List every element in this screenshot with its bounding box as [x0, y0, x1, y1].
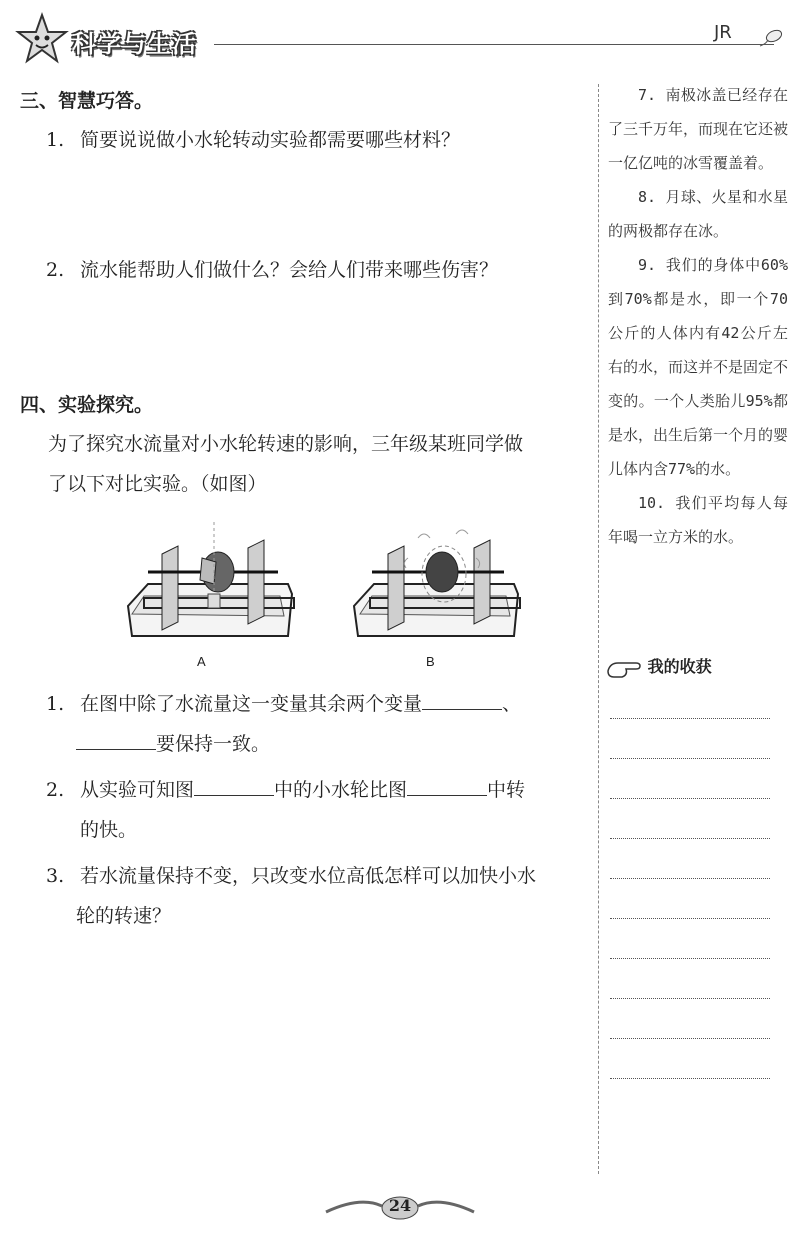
- answer-blank[interactable]: [194, 773, 274, 796]
- separator: 、: [502, 693, 522, 715]
- figure-b-water-wheel: [348, 518, 528, 658]
- fact-item: 9. 我们的身体中60%到70%都是水，即一个70公斤的人体内有42公斤左右的水，而这并不是固定不变的。一个人类胎儿95%都是水，出生后第一个月的婴儿体内含77%的水。: [608, 256, 789, 478]
- intro-line-2: 了以下对比实验。（如图）: [48, 473, 267, 495]
- harvest-label: 我的收获: [647, 657, 712, 676]
- notes-line[interactable]: [610, 958, 770, 959]
- figure-a-label: A: [197, 654, 206, 669]
- question-text: 若水流量保持不变，只改变水位高低怎样可以加快小水: [80, 865, 537, 887]
- notes-line[interactable]: [610, 1078, 770, 1079]
- section-4-title: 四、实验探究。: [20, 394, 154, 416]
- pointing-hand-icon: [606, 657, 642, 679]
- fact-item: 10. 我们平均每人每年喝一立方米的水。: [608, 494, 788, 546]
- question-3-2: [46, 250, 498, 290]
- notes-line[interactable]: [610, 998, 770, 999]
- question-text: 流水能帮助人们做什么？会给人们带来哪些伤害？: [80, 259, 499, 281]
- question-text: 在图中除了水流量这一变量其余两个变量: [80, 693, 423, 715]
- question-number: 1.: [46, 693, 65, 715]
- notes-line[interactable]: [610, 878, 770, 879]
- header-rule: [214, 44, 774, 45]
- question-number: 3.: [46, 865, 65, 887]
- fact-item: 7. 南极冰盖已经存在了三千万年，而现在它还被一亿亿吨的冰雪覆盖着。: [608, 86, 789, 172]
- answer-blank[interactable]: [407, 773, 487, 796]
- page-number: 24: [388, 1196, 412, 1215]
- question-text: 中转: [487, 779, 526, 801]
- answer-blank[interactable]: [76, 727, 156, 750]
- question-4-2: [46, 770, 591, 850]
- harvest-heading: [606, 654, 712, 679]
- star-mascot-icon: [14, 12, 70, 68]
- question-number: 1.: [46, 129, 65, 151]
- notes-line[interactable]: [610, 838, 770, 839]
- question-text: 从实验可知图: [80, 779, 195, 801]
- sidebar-facts: [608, 78, 788, 554]
- sidebar-divider: [598, 84, 599, 1174]
- question-number: 2.: [46, 779, 65, 801]
- question-text: 轮的转速？: [76, 905, 172, 927]
- figure-b-label: B: [426, 654, 435, 669]
- notes-line[interactable]: [610, 718, 770, 719]
- question-4-3: [46, 856, 591, 936]
- notes-line[interactable]: [610, 798, 770, 799]
- notes-line[interactable]: [610, 918, 770, 919]
- section-4-intro: [48, 424, 593, 504]
- answer-blank[interactable]: [422, 687, 502, 710]
- question-text: 要保持一致。: [156, 733, 271, 755]
- figure-a-water-wheel: [118, 518, 298, 658]
- question-4-1: [46, 684, 591, 764]
- question-text: 简要说说做小水轮转动实验都需要哪些材料？: [80, 129, 461, 151]
- fact-item: 8. 月球、火星和水星的两极都存在冰。: [608, 188, 788, 240]
- intro-line-1: 为了探究水流量对小水轮转速的影响，三年级某班同学做: [48, 433, 524, 455]
- edition-label: JR: [714, 22, 732, 43]
- section-3-title: 三、智慧巧答。: [20, 90, 154, 112]
- notes-line[interactable]: [610, 758, 770, 759]
- notes-line[interactable]: [610, 1038, 770, 1039]
- brand-title: 科学与生活: [72, 30, 197, 58]
- question-3-1: [46, 120, 460, 160]
- question-text: 中的小水轮比图: [274, 779, 408, 801]
- page-footer: [320, 1192, 480, 1222]
- rocket-icon: [756, 26, 786, 50]
- page-header: [0, 0, 800, 80]
- question-number: 2.: [46, 259, 65, 281]
- question-text: 的快。: [80, 819, 138, 841]
